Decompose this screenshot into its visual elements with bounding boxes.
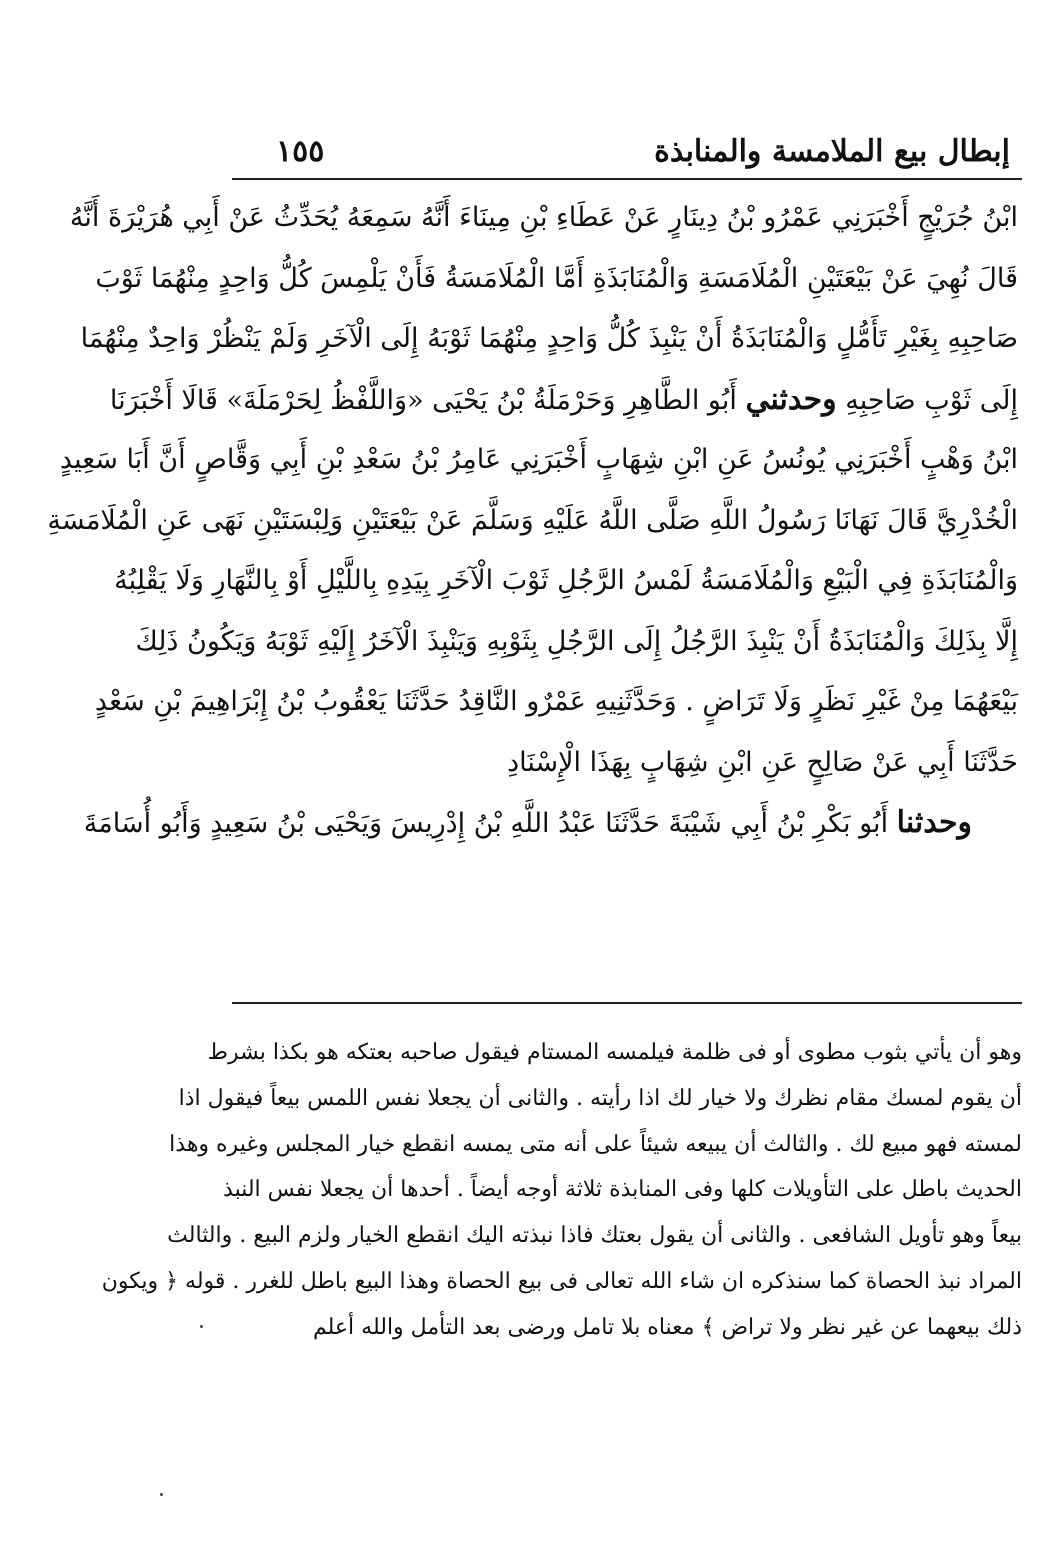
commentary-line: بيعاً وهو تأويل الشافعى . والثانى أن يقول بعتك فاذا نبذته اليك انقطع الخيار ولزم البيع . والثالث xyxy=(167,1223,1022,1249)
hadith-text xyxy=(47,188,1018,854)
scan-speck xyxy=(160,1493,163,1496)
commentary-line: المراد نبذ الحصاة كما سنذكره ان شاء الله تعالى فى بيع الحصاة وهذا البيع باطل للغرر . قوله ﴿ ويكون xyxy=(101,1268,1022,1294)
text-segment: أَبُو الطَّاهِرِ وَحَرْمَلَةُ بْنُ يَحْيَى «وَاللَّفْظُ لِحَرْمَلَةَ» قَالَا أَخْبَرَنَا xyxy=(109,384,737,416)
text-line: ابْنُ جُرَيْجٍ أَخْبَرَنِي عَمْرُو بْنُ دِينَارٍ عَنْ عَطَاءِ بْنِ مِينَاءَ أَنَّهُ سَمِعَهُ يُحَدِّثُ عَنْ أَبِي هُرَيْرَةَ أَنَّهُ xyxy=(69,202,1018,233)
narration-keyword: وحدثنا xyxy=(896,805,972,840)
scan-speck xyxy=(200,1325,203,1328)
text-line: حَدَّثَنَا أَبِي عَنْ صَالِحٍ عَنِ ابْنِ شِهَابٍ بِهَذَا الْإِسْنَادِ xyxy=(507,746,1018,778)
commentary-line: ذلك بيعهما عن غير نظر ولا تراض ﴾ معناه بلا تامل ورضى بعد التأمل والله أعلم xyxy=(313,1314,1022,1340)
text-line: ابْنُ وَهْبٍ أَخْبَرَنِي يُونُسُ عَنِ ابْنِ شِهَابٍ أَخْبَرَنِي عَامِرُ بْنُ سَعْدِ بْنِ أَبِي وَقَّاصٍ أَنَّ أَبَا سَعِيدٍ xyxy=(59,444,1018,475)
text-line xyxy=(109,370,1018,431)
commentary-line: وهو أن يأتي بثوب مطوى أو فى ظلمة فيلمسه المستام فيقول صاحبه بعتكه هو بكذا بشرط xyxy=(207,1040,1022,1065)
narration-keyword: وحدثني xyxy=(745,381,837,417)
text-line xyxy=(83,793,1018,854)
commentary xyxy=(101,1030,1022,1351)
text-line: الْخُدْرِيَّ قَالَ نَهَانَا رَسُولُ اللَّهِ صَلَّى اللَّهُ عَلَيْهِ وَسَلَّمَ عَنْ بَيْعَتَيْنِ وَلِبْسَتَيْنِ نَهَى عَنِ الْمُلَامَسَةِ xyxy=(47,504,1018,536)
text-segment: أَبُو بَكْرِ بْنُ أَبِي شَيْبَةَ حَدَّثَنَا عَبْدُ اللَّهِ بْنُ إِدْرِيسَ وَيَحْيَى بْنُ سَعِيدٍ وَأَبُو أُسَامَةَ xyxy=(83,808,889,839)
commentary-line: الحديث باطل على التأويلات كلها وفى المنابذة ثلاثة أوجه أيضاً . أحدها أن يجعلا نفس النبذ xyxy=(223,1177,1022,1203)
commentary-line: لمسته فهو مبيع لك . والثالث أن يبيعه شيئاً على أنه متى يمسه انقطع خيار المجلس وغيره وهذا xyxy=(169,1131,1022,1157)
commentary-line: أن يقوم لمسك مقام نظرك ولا خيار لك اذا رأيته . والثانى أن يجعلا نفس اللمس بيعاً فيقول اذا xyxy=(178,1085,1022,1111)
page-header xyxy=(232,128,1022,178)
text-segment: إِلَى ثَوْبِ صَاحِبِهِ xyxy=(845,384,1018,416)
text-line: صَاحِبِهِ بِغَيْرِ تَأَمُّلٍ وَالْمُنَابَذَةُ أَنْ يَنْبِذَ كُلُّ وَاحِدٍ مِنْهُمَا ثَوْبَهُ إِلَى الْآخَرِ وَلَمْ يَنْظُرْ وَاحِدٌ مِنْهُمَا xyxy=(80,323,1018,354)
text-line: قَالَ نُهِيَ عَنْ بَيْعَتَيْنِ الْمُلَامَسَةِ وَالْمُنَابَذَةِ أَمَّا الْمُلَامَسَةُ فَأَنْ يَلْمِسَ كُلُّ وَاحِدٍ مِنْهُمَا ثَوْبَ xyxy=(95,262,1018,294)
text-line: بَيْعَهُمَا مِنْ غَيْرِ نَظَرٍ وَلَا تَرَاضٍ . وَحَدَّثَنِيهِ عَمْرٌو النَّاقِدُ حَدَّثَنَا يَعْقُوبُ بْنُ إِبْرَاهِيمَ بْنِ سَعْدٍ xyxy=(94,686,1018,717)
page-number: ١٥٥ xyxy=(276,134,325,169)
header-divider xyxy=(232,178,1022,180)
text-line: إِلَّا بِذَلِكَ وَالْمُنَابَذَةُ أَنْ يَنْبِذَ الرَّجُلُ إِلَى الرَّجُلِ بِثَوْبِهِ وَيَنْبِذَ الْآخَرُ إِلَيْهِ ثَوْبَهُ وَيَكُونُ ذَلِكَ xyxy=(135,625,1018,657)
footnote-divider xyxy=(232,1002,1022,1004)
chapter-title: إبطال بيع الملامسة والمنابذة xyxy=(654,134,1010,169)
text-line: وَالْمُنَابَذَةِ فِي الْبَيْعِ وَالْمُلَامَسَةُ لَمْسُ الرَّجُلِ ثَوْبَ الْآخَرِ بِيَدِهِ بِاللَّيْلِ أَوْ بِالنَّهَارِ وَلَا يَقْلِبُهُ xyxy=(114,565,1018,596)
